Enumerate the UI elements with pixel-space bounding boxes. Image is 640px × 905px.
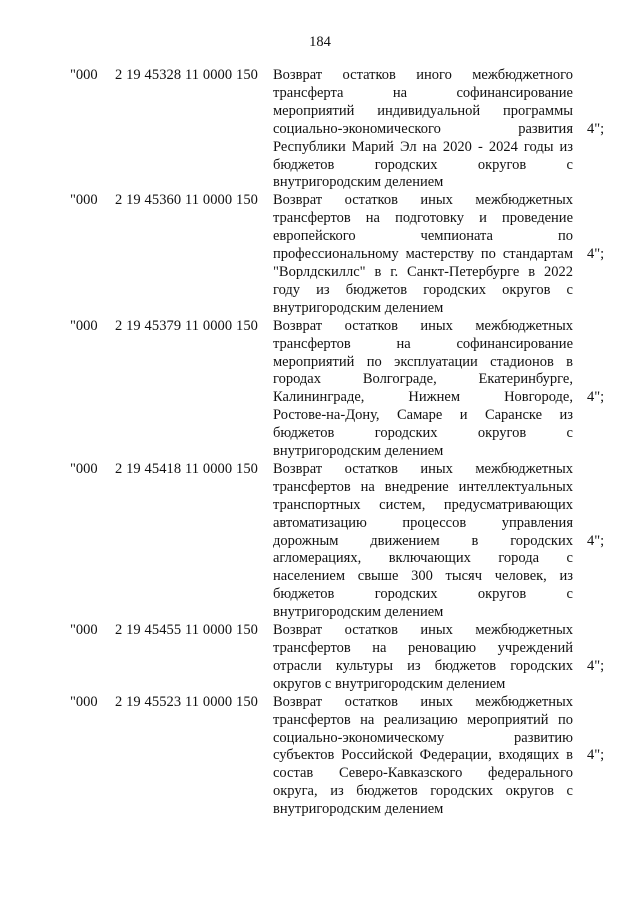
budget-code: 2 19 45455 11 0000 150: [115, 622, 259, 639]
row-prefix: "000: [70, 192, 98, 209]
budget-code: 2 19 45360 11 0000 150: [115, 192, 259, 209]
row-prefix: "000: [70, 693, 98, 710]
description-line: трансферта на софинансирование: [273, 84, 573, 101]
description-line: Ростове-на-Дону, Самаре и Саранске из: [273, 407, 573, 424]
description-line: городах Волгограде, Екатеринбурге,: [273, 371, 573, 388]
description-line: мероприятий индивидуальной программы: [273, 102, 573, 119]
budget-code: 2 19 45523 11 0000 150: [115, 693, 259, 710]
description-line: Республики Марий Эл на 2020 - 2024 годы из: [273, 138, 573, 155]
row-description: [273, 67, 573, 192]
description-line: внутригородским делением: [273, 604, 444, 621]
row-description: [273, 318, 573, 461]
description-line: бюджетов городских округов с: [273, 156, 573, 173]
description-line: состав Северо-Кавказского федерального: [273, 765, 573, 782]
description-line: внутригородским делением: [273, 443, 444, 460]
description-line: "Ворлдскиллс" в г. Санкт-Петербурге в 2022: [273, 263, 573, 280]
table-row: [0, 318, 640, 461]
description-line: трансфертов на софинансирование: [273, 335, 573, 352]
description-line: внутригородским делением: [273, 801, 444, 818]
budget-code: 2 19 45379 11 0000 150: [115, 317, 259, 334]
table-row: [0, 67, 640, 192]
description-line: профессиональному мастерству по стандартам: [273, 246, 573, 263]
description-line: округа, из бюджетов городских округов с: [273, 783, 573, 800]
description-line: субъектов Российской Федерации, входящих в: [273, 747, 573, 764]
row-prefix: "000: [70, 460, 98, 477]
description-line: внутригородским делением: [273, 299, 444, 316]
row-end-marker: 4";: [587, 657, 605, 674]
row-description: [273, 694, 573, 819]
row-end-marker: 4";: [587, 120, 605, 137]
row-description: [273, 192, 573, 317]
page-number: 184: [309, 34, 331, 50]
description-line: бюджетов городских округов с: [273, 586, 573, 603]
description-line: населением свыше 300 тысяч человек, из: [273, 568, 573, 585]
table-row: [0, 192, 640, 317]
budget-code-table: [0, 67, 640, 819]
row-end-marker: 4";: [587, 532, 605, 549]
row-end-marker: 4";: [587, 389, 605, 406]
row-prefix: "000: [70, 622, 98, 639]
description-line: Возврат остатков иных межбюджетных: [273, 622, 573, 639]
description-line: дорожным движением в городских: [273, 532, 573, 549]
description-line: Возврат остатков иных межбюджетных: [273, 693, 573, 710]
row-end-marker: 4";: [587, 246, 605, 263]
description-line: Возврат остатков иного межбюджетного: [273, 67, 573, 83]
description-line: трансфертов на внедрение интеллектуальных: [273, 478, 573, 495]
row-end-marker: 4";: [587, 747, 605, 764]
description-line: автоматизацию процессов управления: [273, 514, 573, 531]
table-row: [0, 461, 640, 622]
row-description: [273, 461, 573, 622]
budget-code: 2 19 45418 11 0000 150: [115, 460, 259, 477]
table-row: [0, 622, 640, 694]
row-prefix: "000: [70, 317, 98, 334]
description-line: мероприятий по эксплуатации стадионов в: [273, 353, 573, 370]
description-line: агломерациях, включающих города с: [273, 550, 573, 567]
description-line: округов с внутригородским делением: [273, 675, 506, 692]
description-line: году из бюджетов городских округов с: [273, 281, 573, 298]
description-line: социально-экономического развития: [273, 120, 573, 137]
description-line: трансфертов на реновацию учреждений: [273, 640, 573, 656]
description-line: социально-экономическому развитию: [273, 729, 573, 746]
description-line: Калининграде, Нижнем Новгороде,: [273, 389, 573, 406]
description-line: внутригородским делением: [273, 174, 444, 191]
description-line: транспортных систем, предусматривающих: [273, 496, 573, 513]
description-line: отрасли культуры из бюджетов городских: [273, 657, 573, 674]
row-description: [273, 622, 573, 694]
description-line: Возврат остатков иных межбюджетных: [273, 317, 573, 334]
budget-code: 2 19 45328 11 0000 150: [115, 67, 259, 83]
description-line: трансфертов на подготовку и проведение: [273, 210, 573, 227]
description-line: Возврат остатков иных межбюджетных: [273, 192, 573, 209]
row-prefix: "000: [70, 67, 98, 83]
description-line: трансфертов на реализацию мероприятий по: [273, 711, 573, 728]
description-line: Возврат остатков иных межбюджетных: [273, 460, 573, 477]
description-line: европейского чемпионата по: [273, 228, 573, 245]
table-row: [0, 694, 640, 819]
description-line: бюджетов городских округов с: [273, 425, 573, 442]
